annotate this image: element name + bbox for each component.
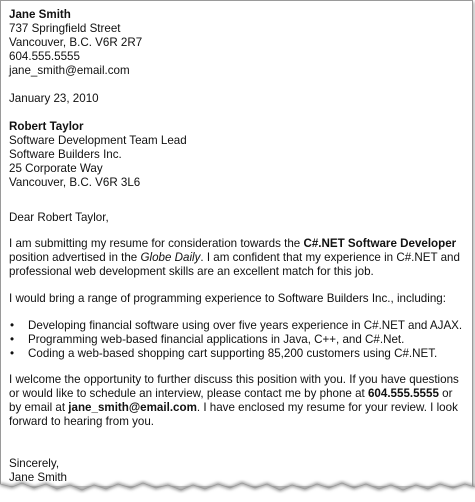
experience-list [9,319,467,361]
sender-name: Jane Smith [9,8,71,21]
closing-text-2: or would like to schedule an interview, please contact me by phone at [9,387,368,400]
list-item: • Coding a web-based shopping cart supporting 85,200 customers using C#.NET. [9,347,467,361]
recipient-street: 25 Corporate Way [9,162,103,175]
letter-content [9,8,467,485]
recipient-block [9,120,467,190]
signature-name: Jane Smith [9,471,67,484]
letter-date: January 23, 2010 [9,92,99,105]
recipient-title: Software Development Team Lead [9,134,187,147]
closing-text-1: I welcome the opportunity to further discuss this position with you. If you have questions [9,373,459,386]
paragraph-experience: I would bring a range of programming experience to Software Builders Inc., including: [9,292,446,305]
closing-text-4: by email at [9,401,69,414]
closing-text-5: . I have enclosed my resume for your review. I look [196,401,458,414]
salutation: Dear Robert Taylor, [9,211,109,224]
closing-text-3: or [438,387,453,400]
sender-phone: 604.555.5555 [9,50,80,63]
recipient-city: Vancouver, B.C. V6R 3L6 [9,176,141,189]
publication-name: Globe Daily [140,251,201,264]
paragraph-closing [9,373,467,429]
contact-phone: 604.555.5555 [367,387,439,400]
closing-text-6: forward to hearing from you. [9,415,154,428]
job-title: C#.NET Software Developer [303,237,457,250]
list-item: • Developing financial software using over five years experience in C#.NET and AJAX. [9,319,467,333]
recipient-name: Robert Taylor [9,120,84,133]
list-item: • Programming web-based financial applications in Java, C++, and C#.Net. [9,333,467,347]
torn-paper-edge [0,470,475,502]
paragraph-intro [9,237,467,279]
closing-phrase: Sincerely, [9,457,60,470]
intro-text-1: I am submitting my resume for consideration towards the [9,237,304,250]
contact-email: jane_smith@email.com [68,401,197,414]
sender-email: jane_smith@email.com [9,64,130,77]
recipient-company: Software Builders Inc. [9,148,122,161]
sender-city: Vancouver, B.C. V6R 2R7 [9,36,143,49]
intro-text-3: . I am confident that my experience in C#.NET and [200,251,460,264]
intro-text-4: professional web development skills are an excellent match for this job. [9,265,374,278]
sender-street: 737 Springfield Street [9,22,121,35]
intro-text-2: position advertised in the [9,251,141,264]
sender-block [9,8,467,78]
